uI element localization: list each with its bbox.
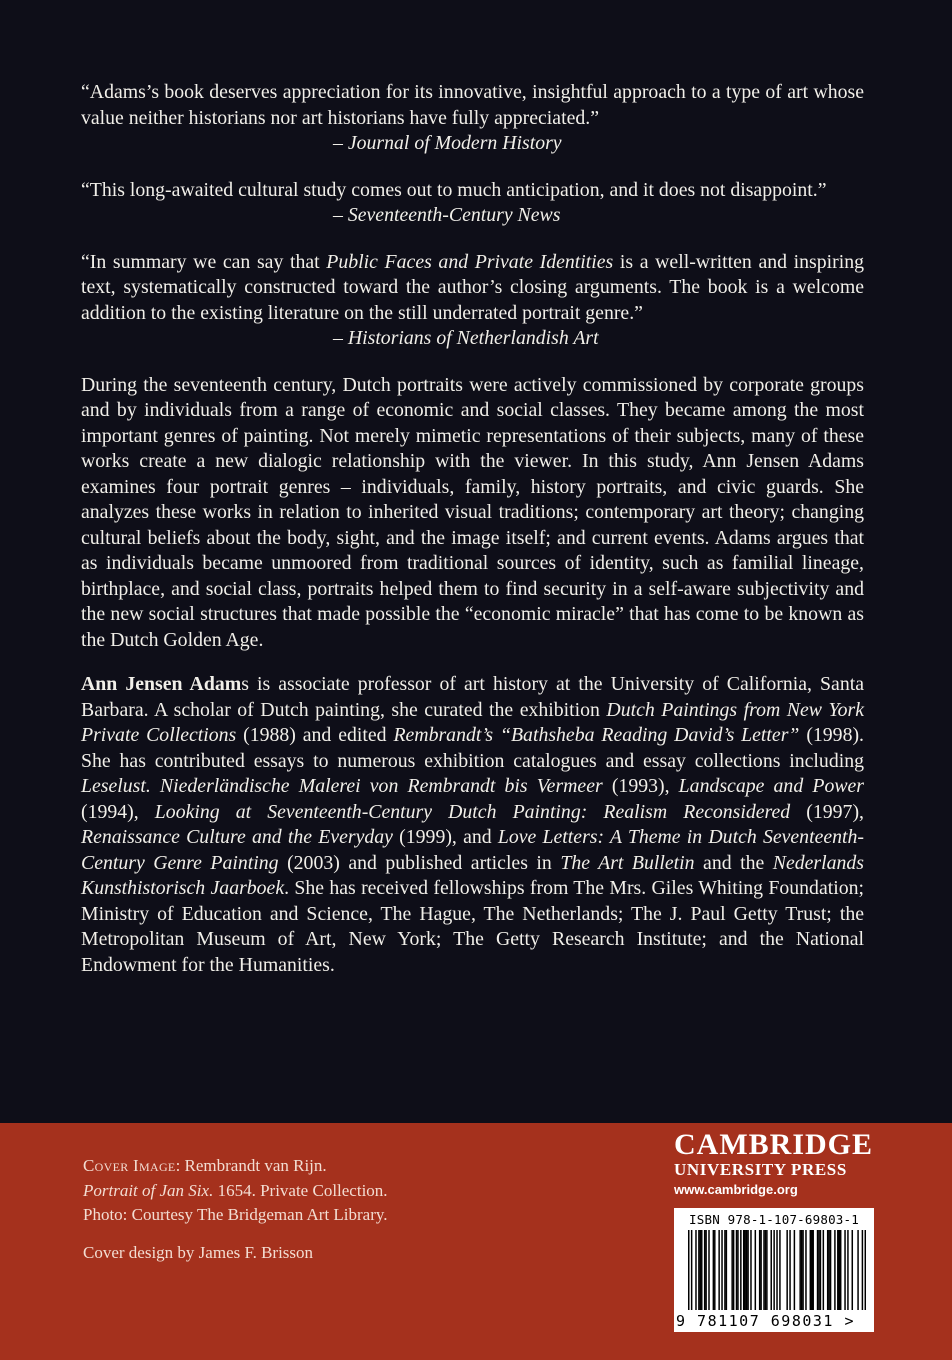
- barcode-bar: [731, 1230, 732, 1310]
- review-quote: “In summary we can say that Public Faces and Private Identities is a well-written and inspiring text, systematically constructed toward the author’s closing arguments. The book is a welcome addition to the existing literature on the still underrated portrait genre.”: [81, 250, 864, 324]
- barcode-bar: [828, 1230, 829, 1310]
- barcode-bar: [688, 1230, 689, 1310]
- review-source: – Journal of Modern History: [333, 132, 562, 154]
- artwork-credit: Portrait of Jan Six. 1654. Private Collection.: [83, 1180, 388, 1200]
- barcode-bar: [750, 1230, 751, 1310]
- barcode-bar: [837, 1230, 838, 1310]
- publisher-press: UNIVERSITY PRESS: [674, 1160, 847, 1179]
- barcode-bar: [865, 1230, 866, 1310]
- barcode-bar: [747, 1230, 748, 1310]
- barcode-bar: [852, 1230, 853, 1310]
- cover-image-credit: Cover Image: Rembrandt van Rijn.: [83, 1156, 327, 1175]
- barcode-bar: [763, 1230, 764, 1310]
- barcode-bar: [695, 1230, 696, 1310]
- barcode-bar: [830, 1230, 831, 1310]
- barcode-bar: [844, 1230, 845, 1310]
- barcode-bar: [799, 1230, 800, 1310]
- review-quote: “Adams’s book deserves appreciation for its innovative, insightful approach to a type of art whose value neither historians nor art historians have fully appreciated.”: [81, 81, 864, 129]
- barcode-bar: [743, 1230, 744, 1310]
- book-description: During the seventeenth century, Dutch portraits were actively commissioned by corporate groups and by individuals from a range of economic and social classes. They became among the most important genres of painting. Not merely mimetic representations of their subjects, many of these works create a new dialogic relationship with the viewer. In this study, Ann Jensen Adams examines four portrait genres – individuals, family, history portraits, and civic guards. She analyzes these works in relation to inherited visual traditions; contemporary art theory; changing cultural beliefs about the body, sight, and the image itself; and current events. Adams argues that as individuals became unmoored from traditional sources of identity, such as familial lineage, birthplace, and social class, portraits helped them to find security in a self-aware subjectivity and the new social structures that made possible the “economic miracle” that has come to be known as the Dutch Golden Age.: [81, 373, 864, 651]
- barcode-bar: [698, 1230, 699, 1310]
- book-title: Public Faces and Private Identities: [326, 250, 614, 273]
- barcode-bar: [740, 1230, 741, 1310]
- barcode-bar: [847, 1230, 848, 1310]
- barcode-bar: [733, 1230, 734, 1310]
- review-quote: “This long-awaited cultural study comes out to much anticipation, and it does not disappoint.”: [81, 178, 827, 201]
- barcode-bar: [776, 1230, 777, 1310]
- barcode-bar: [805, 1230, 806, 1310]
- barcode-bar: [789, 1230, 790, 1310]
- barcode-bar: [794, 1230, 795, 1310]
- barcode-bar: [691, 1230, 692, 1310]
- barcode-bar: [760, 1230, 761, 1310]
- barcode-bar: [818, 1230, 819, 1310]
- author-name: Ann Jensen Adam: [81, 673, 242, 695]
- barcode-bar: [786, 1230, 787, 1310]
- barcode-bar: [726, 1230, 727, 1310]
- barcode-bar: [744, 1230, 745, 1310]
- barcode-bar: [708, 1230, 709, 1310]
- cover-credits: [83, 1154, 603, 1265]
- barcode-bar: [801, 1230, 802, 1310]
- barcode-bar: [714, 1230, 715, 1310]
- barcode-bar: [820, 1230, 821, 1310]
- barcode-bar: [721, 1230, 722, 1310]
- barcode-digits: 9 781107 698031 >: [676, 1312, 856, 1330]
- barcode-bar: [779, 1230, 780, 1310]
- review-source: – Seventeenth-Century News: [333, 204, 561, 226]
- barcode-bar: [839, 1230, 840, 1310]
- barcode-bar: [700, 1230, 701, 1310]
- barcode-bar: [773, 1230, 774, 1310]
- author-bio: Ann Jensen Adams is associate professor of art history at the University of California, Santa Barbara. A scholar of Dutch painting, she curated the exhibition Dutch Paintings from New York Private Collections (1988) and edited Rembrandt’s “Bathsheba Reading David’s Letter” (1998). She has contributed essays to numerous exhibition catalogues and essay collections including Leselust. Niederländische Malerei von Rembrandt bis Vermeer (1993), Landscape and Power (1994), Looking at Seventeenth-Century Dutch Painting: Realism Reconsidered (1997), Renaissance Culture and the Everyday (1999), and Love Letters: A Theme in Dutch Seventeenth-Century Genre Painting (2003) and published articles in The Art Bulletin and the Nederlands Kunsthistorisch Jaarboek. She has received fellowships from The Mrs. Giles Whiting Foundation; Ministry of Education and Science, The Hague, The Netherlands; The J. Paul Getty Trust; the Metropolitan Museum of Art, New York; The Getty Research Institute; and the National Endowment for the Humanities.: [81, 673, 865, 976]
- barcode-bar: [759, 1230, 760, 1310]
- barcode-bar: [817, 1230, 818, 1310]
- barcode: [674, 1208, 874, 1332]
- barcode-bar: [823, 1230, 824, 1310]
- barcode-bar: [736, 1230, 737, 1310]
- barcode-bars: [688, 1230, 866, 1310]
- barcode-bar: [812, 1230, 813, 1310]
- barcode-bar: [704, 1230, 705, 1310]
- barcode-bar: [770, 1230, 771, 1310]
- barcode-bar: [811, 1230, 812, 1310]
- barcode-bar: [802, 1230, 803, 1310]
- publisher-name: CAMBRIDGE: [674, 1128, 874, 1161]
- barcode-bar: [746, 1230, 747, 1310]
- barcode-bar: [834, 1230, 835, 1310]
- photo-credit: Photo: Courtesy The Bridgeman Art Library.: [83, 1205, 388, 1224]
- publisher-url: www.cambridge.org: [674, 1182, 798, 1197]
- barcode-bar: [737, 1230, 738, 1310]
- cover-text: [81, 80, 864, 997]
- barcode-bar: [765, 1230, 766, 1310]
- barcode-bar: [857, 1230, 858, 1310]
- barcode-bar: [766, 1230, 767, 1310]
- publisher-logo: [674, 1128, 884, 1199]
- barcode-bar: [827, 1230, 828, 1310]
- barcode-bar: [701, 1230, 702, 1310]
- designer-credit: Cover design by James F. Brisson: [83, 1242, 314, 1262]
- barcode-bar: [724, 1230, 725, 1310]
- barcode-bar: [755, 1230, 756, 1310]
- barcode-bar: [862, 1230, 863, 1310]
- barcode-bar: [713, 1230, 714, 1310]
- isbn-label: ISBN 978-1-107-69803-1: [689, 1212, 859, 1227]
- barcode-bar: [705, 1230, 706, 1310]
- review-source: – Historians of Netherlandish Art: [333, 327, 599, 349]
- barcode-bar: [810, 1230, 811, 1310]
- barcode-bar: [840, 1230, 841, 1310]
- barcode-bar: [718, 1230, 719, 1310]
